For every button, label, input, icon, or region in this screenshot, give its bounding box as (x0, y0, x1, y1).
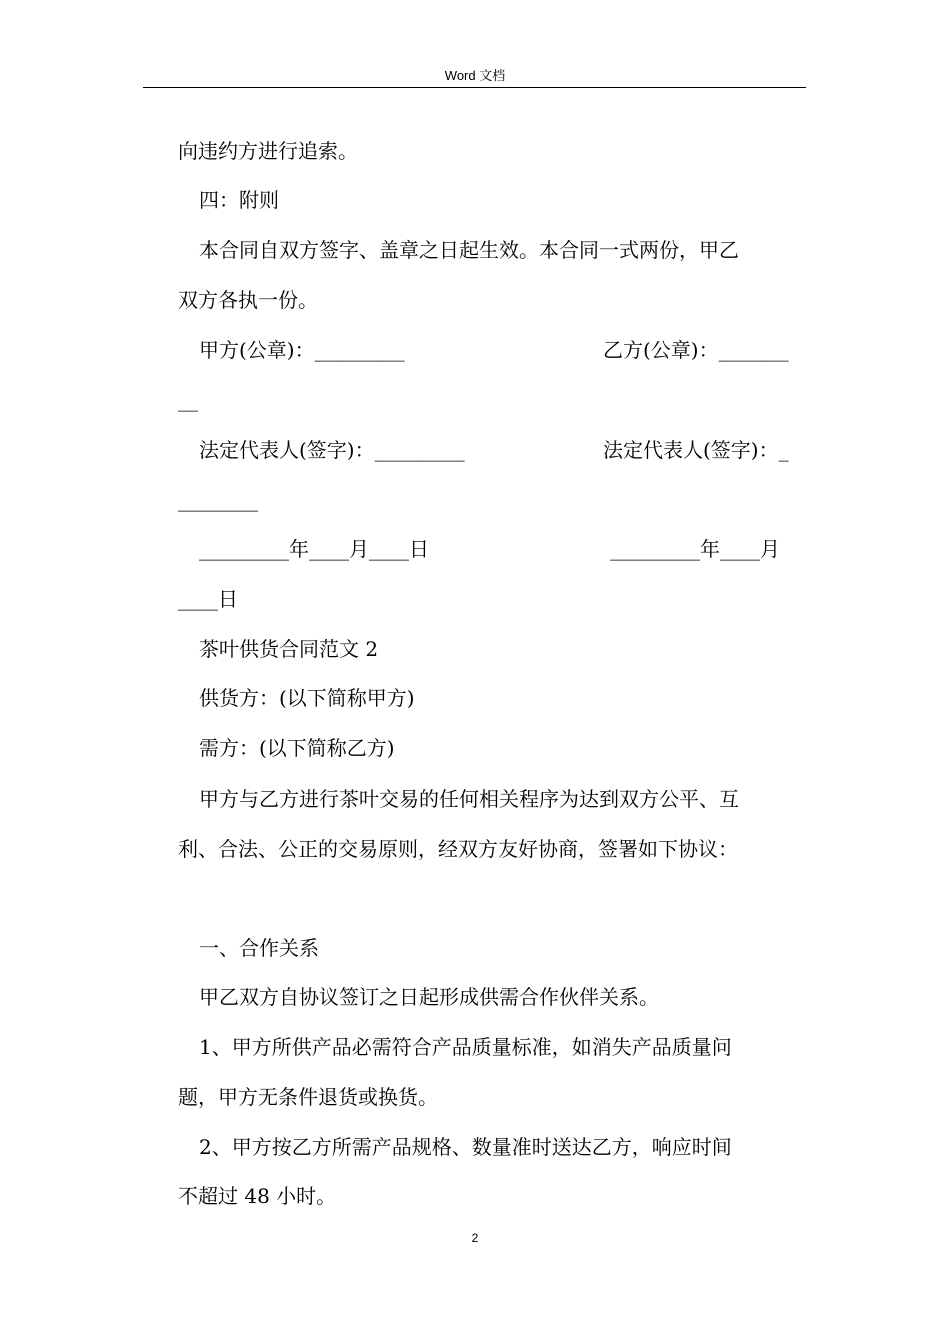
section-heading-appendix: 四：附则 (199, 188, 279, 212)
paragraph-line: 本合同自双方签字、盖章之日起生效。本合同一式两份，甲乙 (199, 238, 739, 262)
paragraph-line: 甲乙双方自协议签订之日起形成供需合作伙伴关系。 (199, 985, 659, 1009)
signature-party-a-seal: 甲方(公章)：_________ (199, 338, 405, 362)
page-number: 2 (471, 1231, 479, 1245)
signature-party-b-seal: 乙方(公章)：_______ (603, 338, 789, 362)
paragraph-line: 双方各执一份。 (178, 288, 318, 312)
paragraph-line: 2、甲方按乙方所需产品规格、数量准时送达乙方，响应时间 (199, 1135, 732, 1159)
paragraph-line: 不超过 48 小时。 (178, 1184, 337, 1208)
signature-wrap-line: __ (178, 388, 198, 412)
paragraph-line: 供货方：(以下简称甲方) (199, 686, 415, 710)
paragraph-line: 需方：(以下简称乙方) (199, 736, 395, 760)
date-wrap-line: ____日 (178, 587, 238, 611)
date-party-b: _________年____月 (610, 537, 780, 561)
header-divider (143, 87, 806, 88)
page-header-title: Word 文档 (444, 68, 506, 83)
paragraph-line: 利、合法、公正的交易原则，经双方友好协商，签署如下协议： (178, 837, 738, 861)
paragraph-line: 题，甲方无条件退货或换货。 (178, 1085, 438, 1109)
section-heading-cooperation: 一、合作关系 (199, 936, 319, 960)
paragraph-line: 甲方与乙方进行茶叶交易的任何相关程序为达到双方公平、互 (199, 787, 739, 811)
signature-party-b-representative: 法定代表人(签字)：_ (603, 438, 789, 462)
signature-wrap-line: ________ (178, 488, 258, 512)
signature-party-a-representative: 法定代表人(签字)：_________ (199, 438, 465, 462)
paragraph-line: 1、甲方所供产品必需符合产品质量标准，如消失产品质量问 (199, 1035, 732, 1059)
date-party-a: _________年____月____日 (199, 537, 429, 561)
paragraph-line: 向违约方进行追索。 (178, 139, 358, 163)
document-title: 茶叶供货合同范文 2 (199, 637, 379, 661)
